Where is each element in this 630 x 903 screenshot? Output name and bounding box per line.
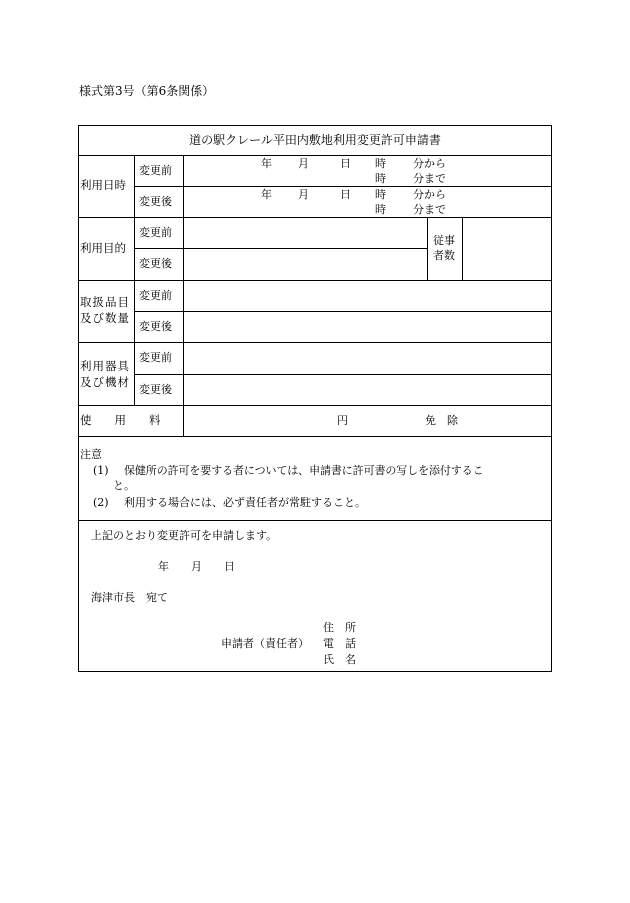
label-items-before: 変更前 [139, 289, 172, 302]
datetime-before-hour-2: 時 [375, 172, 386, 185]
datetime-after-year: 年 [261, 188, 272, 201]
notes-heading: 注意 [80, 448, 102, 461]
label-fee: 使 用 料 [80, 413, 161, 427]
fee-exemption: 免 除 [425, 414, 458, 427]
label-datetime-before: 変更前 [139, 164, 172, 177]
datetime-before-hour: 時 [375, 157, 386, 170]
note-1-number: (1) [93, 464, 109, 477]
applicant-phone-label: 電 話 [323, 637, 356, 650]
applicant-address-label: 住 所 [323, 621, 356, 634]
label-datetime-after: 変更後 [139, 195, 172, 208]
label-handled-items-1: 取扱品目 [80, 295, 130, 309]
label-usage-datetime: 利用日時 [80, 178, 126, 192]
datetime-after-day: 日 [340, 188, 351, 201]
datetime-after-hour: 時 [375, 188, 386, 201]
datetime-after-hour-2: 時 [375, 203, 386, 216]
note-1-line1: 保健所の許可を要する者については、申請書に許可書の写しを添付するこ [124, 464, 484, 477]
applicant-label: 申請者（責任者） [221, 637, 309, 650]
label-usage-purpose: 利用目的 [80, 241, 126, 255]
label-workers-line1: 従事 [433, 234, 455, 247]
label-items-after: 変更後 [139, 320, 172, 333]
datetime-before-minute-until: 分まで [413, 172, 446, 185]
label-purpose-before: 変更前 [139, 226, 172, 239]
form-number: 様式第3号（第6条関係） [79, 84, 215, 98]
note-2-text: 利用する場合には、必ず責任者が常駐すること。 [124, 496, 366, 509]
datetime-before-minute-from: 分から [413, 157, 446, 170]
application-date: 年 月 日 [158, 560, 235, 573]
datetime-before-year: 年 [261, 157, 272, 170]
datetime-before-month: 月 [298, 157, 309, 170]
datetime-before-day: 日 [340, 157, 351, 170]
label-equipment-after: 変更後 [139, 383, 172, 396]
datetime-after-minute-until: 分まで [413, 203, 446, 216]
form-title: 道の駅クレール平田内敷地利用変更許可申請書 [189, 133, 441, 147]
application-addressee: 海津市長 宛て [91, 591, 168, 604]
label-purpose-after: 変更後 [139, 257, 172, 270]
note-2-number: (2) [93, 496, 109, 509]
application-statement: 上記のとおり変更許可を申請します。 [91, 529, 278, 542]
fee-yen: 円 [337, 414, 348, 427]
label-workers-line2: 者数 [433, 249, 455, 262]
note-1-line2: と。 [113, 479, 135, 492]
label-equipment-1: 利用器具 [80, 359, 130, 373]
label-handled-items-2: 及び数量 [80, 311, 130, 325]
label-equipment-2: 及び機材 [80, 375, 130, 389]
datetime-after-minute-from: 分から [413, 188, 446, 201]
datetime-after-month: 月 [298, 188, 309, 201]
applicant-name-label: 氏 名 [323, 653, 356, 666]
label-equipment-before: 変更前 [139, 351, 172, 364]
